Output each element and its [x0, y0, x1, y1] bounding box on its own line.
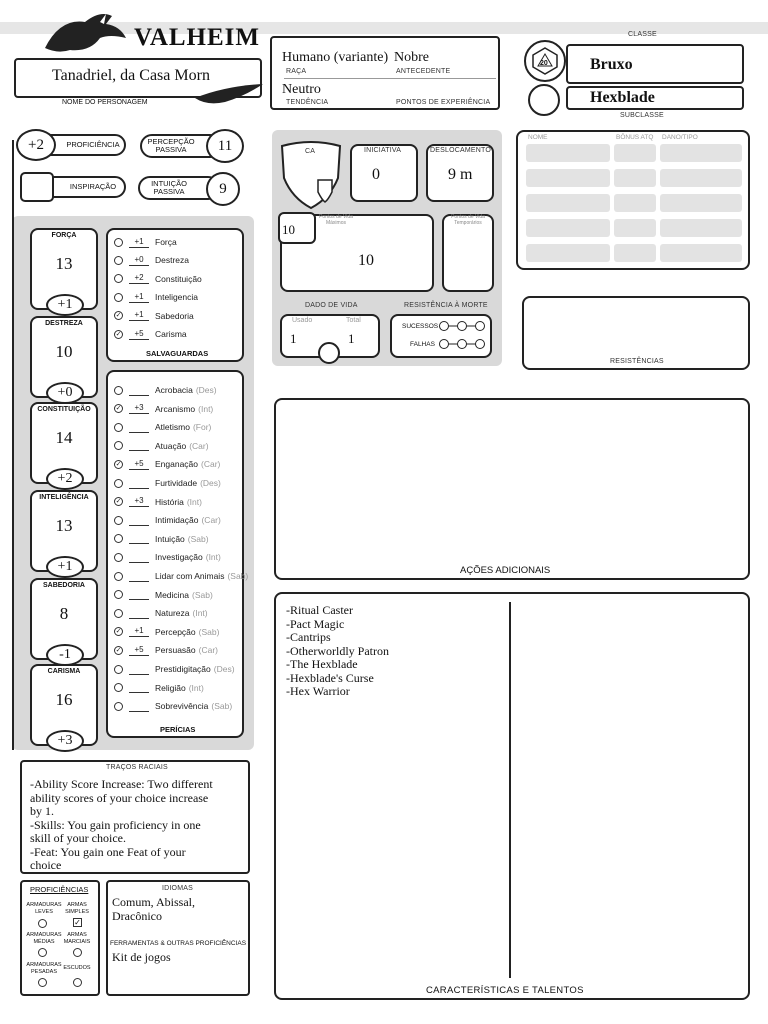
death-success-checkboxes[interactable] — [438, 320, 486, 332]
proficiency-pill: PROFICIÊNCIA — [40, 134, 126, 156]
ability-score[interactable]: 13 — [55, 254, 73, 273]
alignment-label: TENDÊNCIA — [286, 99, 329, 106]
skill-name: Arcanismo — [155, 403, 196, 414]
dragon-logo-icon — [40, 8, 130, 56]
skill-name: Lidar com Animais — [155, 571, 225, 581]
save-value[interactable]: +5 — [129, 329, 149, 340]
ability-score[interactable]: 10 — [55, 342, 73, 361]
save-row[interactable] — [114, 233, 177, 251]
speed-value[interactable]: 9 m — [448, 166, 473, 183]
skill-attribute: (Int) — [198, 403, 214, 414]
skill-value[interactable]: +5 — [129, 459, 149, 470]
languages-label: IDIOMAS — [162, 885, 193, 892]
proficiency-dot[interactable] — [114, 423, 123, 432]
info-divider — [284, 78, 496, 79]
temp-hp-label: Pontos de Vida Temporários — [451, 214, 485, 226]
features-divider — [509, 602, 511, 978]
ability-name: CONSTITUIÇÃO — [37, 406, 91, 413]
hit-dice-circle — [318, 342, 340, 364]
character-name[interactable]: Tanadriel, da Casa Morn — [52, 67, 210, 84]
save-value[interactable]: +1 — [129, 310, 149, 321]
skill-name: Persuasão — [155, 645, 196, 656]
save-row[interactable] — [114, 307, 194, 325]
racial-line: -Ability Score Increase: Two different — [30, 777, 213, 791]
hp-current-value[interactable]: 10 — [358, 252, 374, 269]
save-value[interactable]: +1 — [129, 237, 149, 248]
skill-name: Atuação — [155, 440, 187, 451]
ability-score[interactable]: 16 — [55, 690, 73, 709]
hit-dice-total[interactable]: 1 — [348, 331, 355, 346]
skill-name: Investigação — [155, 552, 203, 563]
ability-name: DESTREZA — [45, 320, 83, 327]
ca-label: CA — [305, 148, 316, 155]
save-name: Constituição — [155, 273, 202, 284]
scroll-tail-icon — [195, 80, 265, 106]
weapon-cell[interactable] — [614, 244, 656, 262]
skill-value[interactable] — [129, 478, 149, 489]
hp-max-label: Pontos de Vida Máximos — [319, 214, 353, 226]
save-row[interactable] — [114, 251, 189, 269]
weapon-cell[interactable] — [614, 169, 656, 187]
proficiency-dot[interactable] — [114, 516, 123, 525]
class-value[interactable]: Bruxo — [590, 56, 633, 73]
skill-value[interactable] — [129, 440, 149, 451]
skill-row[interactable] — [114, 455, 220, 473]
medium-armor-checkbox[interactable] — [38, 948, 47, 957]
skill-attribute: (Des) — [195, 385, 217, 395]
racial-line: skill of your choice. — [30, 831, 126, 845]
skill-name: Percepção — [155, 626, 196, 637]
skill-row[interactable] — [114, 697, 232, 715]
skill-row[interactable] — [114, 660, 235, 678]
proficiency-dot[interactable]: ✓ — [115, 628, 122, 636]
skill-name: Furtividade — [155, 478, 198, 488]
proficiency-dot[interactable] — [114, 479, 123, 488]
weapon-cell[interactable] — [660, 194, 742, 212]
hit-dice-used-label: Usado — [292, 317, 313, 324]
proficiency-dot[interactable] — [114, 553, 123, 562]
skill-name: Medicina — [155, 589, 190, 600]
proficiency-dot[interactable] — [114, 609, 123, 618]
weapon-name-header: NOME — [528, 134, 548, 141]
skill-attribute: (Sab) — [192, 589, 213, 600]
save-row[interactable] — [114, 288, 198, 306]
light-armor-checkbox[interactable] — [38, 919, 47, 928]
proficiency-dot[interactable] — [114, 274, 123, 283]
weapon-cell[interactable] — [614, 144, 656, 162]
skill-row[interactable] — [114, 511, 221, 529]
death-saves-label: RESISTÊNCIA À MORTE — [404, 302, 488, 309]
skill-value[interactable]: +1 — [129, 626, 149, 637]
death-failure-checkboxes[interactable] — [438, 338, 486, 350]
proficiency-dot[interactable] — [114, 386, 123, 395]
subclass-label: SUBCLASSE — [620, 112, 664, 119]
martial-weapons-checkbox[interactable] — [73, 948, 82, 957]
save-name: Destreza — [155, 255, 190, 266]
feature-item: -Hexblade's Curse — [286, 670, 374, 685]
skill-value[interactable]: +5 — [129, 645, 149, 656]
skill-attribute: (Car) — [201, 459, 221, 470]
proficiency-dot[interactable] — [114, 441, 123, 450]
save-value[interactable]: +0 — [129, 255, 149, 266]
weapon-cell[interactable] — [614, 219, 656, 237]
saves-title: SALVAGUARDAS — [146, 349, 209, 358]
martial-weapons-label: ARMAS MARCIAIS — [63, 932, 91, 946]
skill-row[interactable] — [114, 381, 217, 399]
skill-attribute: (Int) — [192, 608, 208, 619]
shields-label: ESCUDOS — [63, 965, 91, 971]
skill-attribute: (For) — [192, 422, 212, 433]
skill-name: Acrobacia — [155, 385, 193, 395]
racial-line: -Skills: You gain proficiency in one — [30, 817, 201, 832]
skill-name: Prestidigitação — [155, 664, 211, 674]
left-margin-line — [12, 140, 14, 750]
feature-item: -Otherworldly Patron — [286, 643, 389, 658]
proficiency-dot[interactable] — [114, 665, 123, 674]
bonus-actions-box[interactable] — [274, 398, 750, 580]
weapon-cell[interactable] — [660, 144, 742, 162]
simple-weapons-label: ARMAS SIMPLES — [65, 902, 89, 916]
skill-value[interactable]: +3 — [129, 403, 149, 414]
proficiency-dot[interactable]: ✓ — [115, 312, 122, 320]
weapon-cell[interactable] — [526, 244, 610, 262]
alignment-value[interactable]: Neutro — [282, 82, 321, 97]
weapon-cell[interactable] — [660, 169, 742, 187]
insight-circle[interactable]: 9 — [206, 172, 240, 206]
subclass-value[interactable]: Hexblade — [590, 89, 655, 106]
proficiencies-label: PROFICIÊNCIAS — [30, 885, 89, 894]
skill-row[interactable] — [114, 493, 202, 511]
weapon-atk-header: BÔNUS ATQ — [616, 134, 654, 141]
ability-name: FORÇA — [51, 232, 77, 239]
skill-name: História — [155, 496, 184, 507]
background-value[interactable]: Nobre — [394, 50, 429, 65]
save-name: Inteligencia — [155, 292, 199, 303]
tools-label: FERRAMENTAS & OUTRAS PROFICIÊNCIAS — [110, 940, 247, 947]
ability-modifier[interactable]: +2 — [46, 468, 84, 490]
game-title: VALHEIM — [134, 24, 261, 51]
save-name: Carisma — [155, 329, 187, 339]
skill-name: Natureza — [155, 608, 190, 619]
skill-row[interactable] — [114, 530, 209, 548]
skill-attribute: (Des) — [213, 664, 235, 674]
xp-label: PONTOS DE EXPERIÊNCIA — [396, 99, 491, 106]
ability-modifier[interactable]: +1 — [46, 294, 84, 316]
simple-weapons-checkbox[interactable]: ✓ — [74, 918, 81, 927]
skill-value[interactable]: +3 — [129, 496, 149, 507]
proficiency-dot[interactable] — [114, 702, 123, 711]
proficiency-dot[interactable] — [114, 590, 123, 599]
perception-pill: PERCEPÇÃO PASSIVA — [140, 134, 222, 158]
skill-attribute: (Int) — [186, 496, 202, 507]
proficiency-dot[interactable] — [114, 683, 123, 692]
d20-label: 20 — [540, 60, 548, 67]
skill-row[interactable] — [114, 623, 219, 641]
skill-value[interactable] — [129, 533, 149, 544]
inspiration-pill: INSPIRAÇÃO — [40, 176, 126, 198]
racial-line: by 1. — [30, 804, 54, 818]
skill-value[interactable] — [129, 385, 149, 396]
proficiency-dot[interactable] — [114, 256, 123, 265]
racial-line: ability scores of your choice increase — [30, 790, 209, 805]
feature-item: -Hex Warrior — [286, 684, 350, 698]
proficiency-dot[interactable]: ✓ — [115, 330, 122, 338]
skill-value[interactable] — [129, 682, 149, 693]
racial-line: -Feat: You gain one Feat of your — [30, 844, 186, 859]
proficiency-circle[interactable]: +2 — [16, 129, 56, 161]
language-line: Dracônico — [112, 908, 162, 923]
failures-label: FALHAS — [410, 341, 435, 348]
shields-checkbox[interactable] — [73, 978, 82, 987]
proficiency-dot[interactable]: ✓ — [115, 498, 122, 506]
skill-name: Sobrevivência — [155, 701, 209, 712]
ability-modifier[interactable]: +0 — [46, 382, 84, 404]
save-row[interactable] — [114, 325, 187, 343]
skill-attribute: (Sab) — [198, 626, 220, 637]
successes-label: SUCESSOS — [402, 323, 439, 330]
weapon-cell[interactable] — [660, 219, 742, 237]
save-row[interactable] — [114, 270, 202, 288]
skill-row[interactable] — [114, 567, 248, 585]
resistances-label: RESISTÊNCIAS — [610, 358, 664, 365]
ability-int — [30, 490, 98, 572]
hp-max-value[interactable]: 10 — [282, 222, 295, 237]
inspiration-box[interactable] — [20, 172, 54, 202]
ability-con — [30, 402, 98, 484]
feature-item: -Cantrips — [286, 630, 331, 644]
ability-name: CARISMA — [47, 668, 81, 675]
ability-cha — [30, 664, 98, 746]
ability-modifier[interactable]: +3 — [46, 730, 84, 752]
insight-pill: INTUIÇÃO PASSIVA — [138, 176, 220, 200]
ability-modifier[interactable]: +1 — [46, 556, 84, 578]
ability-dex — [30, 316, 98, 398]
initiative-value[interactable]: 0 — [372, 166, 380, 183]
skill-attribute: (Des) — [200, 478, 221, 488]
skill-row[interactable] — [114, 474, 221, 492]
character-name-label: NOME DO PERSONAGEM — [62, 99, 148, 106]
skill-attribute: (Sab) — [227, 571, 249, 581]
hit-dice-total-label: Total — [346, 317, 361, 324]
skill-name: Intuição — [155, 533, 185, 544]
feature-item: -The Hexblade — [286, 657, 358, 671]
ability-score[interactable]: 13 — [55, 516, 73, 535]
weapon-cell[interactable] — [526, 144, 610, 162]
background-label: ANTECEDENTE — [396, 68, 451, 75]
skill-attribute: (Sab) — [211, 701, 233, 712]
proficiency-dot[interactable] — [114, 293, 123, 302]
ability-wis — [30, 578, 98, 660]
hit-dice-used[interactable]: 1 — [290, 331, 297, 346]
racial-label: TRAÇOS RACIAIS — [106, 764, 168, 771]
languages-text[interactable] — [112, 896, 195, 923]
skill-attribute: (Sab) — [187, 533, 209, 544]
skill-attribute: (Car) — [189, 440, 209, 451]
skill-attribute: (Int) — [205, 552, 221, 563]
ability-str — [30, 228, 98, 310]
ability-name: INTELIGÊNCIA — [39, 494, 89, 501]
skill-name: Enganação — [155, 459, 199, 470]
proficiency-dot[interactable]: ✓ — [115, 460, 122, 468]
medium-armor-label: ARMADURAS MÉDIAS — [26, 932, 62, 946]
skill-value[interactable] — [129, 515, 149, 526]
skill-name: Intimidação — [155, 515, 199, 526]
features-list — [286, 604, 389, 699]
skill-name: Atletismo — [155, 422, 190, 433]
weapon-cell[interactable] — [660, 244, 742, 262]
ability-name: SABEDORIA — [42, 582, 85, 589]
weapon-dmg-header: DANO/TIPO — [662, 134, 698, 141]
class-label: CLASSE — [628, 31, 657, 38]
tools-text[interactable]: Kit de jogos — [112, 950, 171, 964]
bonus-actions-label: AÇÕES ADICIONAIS — [460, 565, 551, 576]
level-circle[interactable] — [528, 84, 560, 116]
heavy-armor-label: ARMADURAS PESADAS — [26, 962, 62, 976]
skill-name: Religião — [155, 682, 186, 693]
skill-row[interactable] — [114, 437, 209, 455]
features-label: CARACTERÍSTICAS E TALENTOS — [426, 985, 584, 996]
proficiency-dot[interactable] — [114, 534, 123, 543]
skill-row[interactable] — [114, 586, 213, 604]
save-value[interactable]: +2 — [129, 273, 149, 284]
proficiency-dot[interactable] — [114, 238, 123, 247]
skill-row[interactable] — [114, 679, 204, 697]
racial-line: choice — [30, 858, 62, 872]
save-name: Força — [155, 237, 177, 247]
perception-circle[interactable]: 11 — [206, 129, 244, 163]
proficiency-dot[interactable]: ✓ — [115, 405, 122, 413]
save-name: Sabedoria — [155, 310, 194, 321]
skill-value[interactable] — [129, 571, 149, 582]
skill-row[interactable] — [114, 400, 213, 418]
skill-row[interactable] — [114, 641, 218, 659]
heavy-armor-checkbox[interactable] — [38, 978, 47, 987]
skill-value[interactable] — [129, 701, 149, 712]
proficiency-dot[interactable]: ✓ — [115, 646, 122, 654]
skill-row[interactable] — [114, 418, 211, 436]
save-value[interactable]: +1 — [129, 292, 149, 303]
skill-value[interactable] — [129, 608, 149, 619]
skill-row[interactable] — [114, 548, 221, 566]
weapon-cell[interactable] — [526, 194, 610, 212]
racial-text — [30, 778, 246, 870]
ability-score[interactable]: 14 — [55, 428, 73, 447]
skill-value[interactable] — [129, 552, 149, 563]
skills-title: PERÍCIAS — [160, 725, 196, 734]
light-armor-label: ARMADURAS LEVES — [26, 902, 62, 916]
weapon-cell[interactable] — [614, 194, 656, 212]
skill-attribute: (Int) — [188, 682, 204, 693]
proficiency-dot[interactable] — [114, 572, 123, 581]
initiative-label: INICIATIVA — [364, 147, 402, 154]
weapon-cell[interactable] — [526, 219, 610, 237]
skill-value[interactable] — [129, 422, 149, 433]
race-value[interactable]: Humano (variante) — [282, 50, 389, 65]
skill-value[interactable] — [129, 589, 149, 600]
ability-score[interactable]: 8 — [59, 604, 69, 623]
feature-item: -Pact Magic — [286, 616, 345, 631]
skill-row[interactable] — [114, 604, 208, 622]
ability-modifier[interactable]: -1 — [46, 644, 84, 666]
skill-attribute: (Car) — [198, 645, 218, 656]
hit-dice-label: DADO DE VIDA — [305, 302, 358, 309]
feature-item: -Ritual Caster — [286, 603, 353, 617]
race-label: RAÇA — [286, 68, 307, 75]
skill-value[interactable] — [129, 664, 149, 675]
speed-label: DESLOCAMENTO — [430, 147, 492, 154]
weapon-cell[interactable] — [526, 169, 610, 187]
language-line: Comum, Abissal, — [112, 895, 196, 909]
skill-attribute: (Car) — [201, 515, 221, 526]
